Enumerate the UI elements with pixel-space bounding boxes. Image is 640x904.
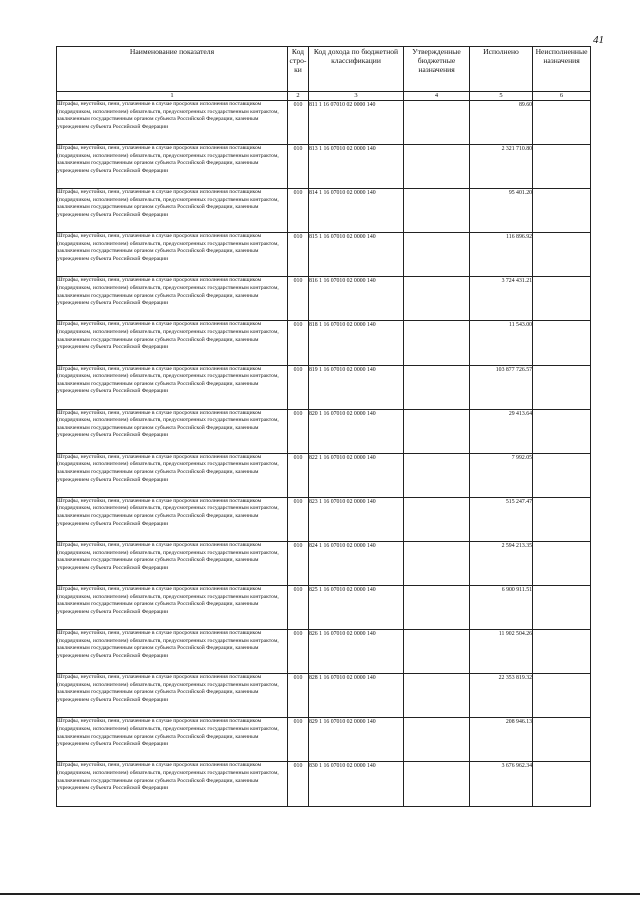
row-approved — [404, 277, 470, 321]
row-approved — [404, 497, 470, 541]
row-name: Штрафы, неустойки, пени, уплаченные в случае просрочки исполнения поставщиком (подрядчиком, исполнителем) обязательств, предусмотренных государственным контрактом, заключенным государственным органом субъекта Российской Федерации, казенным учреждением субъекта Российской Федерации — [57, 233, 288, 277]
row-executed: 7 992.05 — [470, 453, 533, 497]
row-approved — [404, 586, 470, 630]
row-income-code: 825 1 16 07010 02 0000 140 — [309, 586, 404, 630]
row-executed: 6 900 911.51 — [470, 586, 533, 630]
row-executed: 2 594 213.35 — [470, 541, 533, 585]
row-unexecuted — [533, 630, 591, 674]
row-executed: 208 946.13 — [470, 718, 533, 762]
row-income-code: 815 1 16 07010 02 0000 140 — [309, 233, 404, 277]
row-approved — [404, 321, 470, 365]
table-body — [57, 101, 591, 807]
row-unexecuted — [533, 233, 591, 277]
table-row — [57, 233, 591, 277]
row-name: Штрафы, неустойки, пени, уплаченные в случае просрочки исполнения поставщиком (подрядчиком, исполнителем) обязательств, предусмотренных государственным контрактом, заключенным государственным органом субъекта Российской Федерации, казенным учреждением субъекта Российской Федерации — [57, 674, 288, 718]
row-name: Штрафы, неустойки, пени, уплаченные в случае просрочки исполнения поставщиком (подрядчиком, исполнителем) обязательств, предусмотренных государственным контрактом, заключенным государственным органом субъекта Российской Федерации, казенным учреждением субъекта Российской Федерации — [57, 409, 288, 453]
table-row — [57, 277, 591, 321]
bottom-scan-edge — [0, 893, 640, 895]
table-row — [57, 497, 591, 541]
table-row — [57, 101, 591, 145]
row-approved — [404, 365, 470, 409]
row-approved — [404, 409, 470, 453]
row-approved — [404, 101, 470, 145]
row-line-code: 010 — [288, 277, 309, 321]
row-line-code: 010 — [288, 409, 309, 453]
row-line-code: 010 — [288, 718, 309, 762]
row-approved — [404, 674, 470, 718]
table-row — [57, 674, 591, 718]
row-name: Штрафы, неустойки, пени, уплаченные в случае просрочки исполнения поставщиком (подрядчиком, исполнителем) обязательств, предусмотренных государственным контрактом, заключенным государственным органом субъекта Российской Федерации, казенным учреждением субъекта Российской Федерации — [57, 189, 288, 233]
column-number: 1 — [57, 92, 288, 101]
header-unexecuted: Неисполненные назначения — [533, 47, 591, 92]
row-income-code: 830 1 16 07010 02 0000 140 — [309, 762, 404, 806]
table-row — [57, 541, 591, 585]
row-unexecuted — [533, 762, 591, 806]
header-name: Наименование показателя — [57, 47, 288, 92]
row-income-code: 820 1 16 07010 02 0000 140 — [309, 409, 404, 453]
page-number: 41 — [593, 34, 604, 46]
table-row — [57, 453, 591, 497]
row-approved — [404, 630, 470, 674]
table-row — [57, 586, 591, 630]
row-line-code: 010 — [288, 233, 309, 277]
row-income-code: 813 1 16 07010 02 0000 140 — [309, 145, 404, 189]
row-line-code: 010 — [288, 497, 309, 541]
row-executed: 22 353 819.32 — [470, 674, 533, 718]
column-number: 5 — [470, 92, 533, 101]
row-line-code: 010 — [288, 145, 309, 189]
row-executed: 95 401.20 — [470, 189, 533, 233]
column-number-row — [57, 92, 591, 101]
row-unexecuted — [533, 101, 591, 145]
row-executed: 3 676 962.34 — [470, 762, 533, 806]
row-line-code: 010 — [288, 453, 309, 497]
row-name: Штрафы, неустойки, пени, уплаченные в случае просрочки исполнения поставщиком (подрядчиком, исполнителем) обязательств, предусмотренных государственным контрактом, заключенным государственным органом субъекта Российской Федерации, казенным учреждением субъекта Российской Федерации — [57, 762, 288, 806]
row-approved — [404, 145, 470, 189]
row-name: Штрафы, неустойки, пени, уплаченные в случае просрочки исполнения поставщиком (подрядчиком, исполнителем) обязательств, предусмотренных государственным контрактом, заключенным государственным органом субъекта Российской Федерации, казенным учреждением субъекта Российской Федерации — [57, 453, 288, 497]
row-line-code: 010 — [288, 762, 309, 806]
column-number: 3 — [309, 92, 404, 101]
header-line-code: Код стро-ки — [288, 47, 309, 92]
row-executed: 11 902 504.26 — [470, 630, 533, 674]
row-line-code: 010 — [288, 365, 309, 409]
row-name: Штрафы, неустойки, пени, уплаченные в случае просрочки исполнения поставщиком (подрядчиком, исполнителем) обязательств, предусмотренных государственным контрактом, заключенным государственным органом субъекта Российской Федерации, казенным учреждением субъекта Российской Федерации — [57, 630, 288, 674]
row-approved — [404, 233, 470, 277]
row-executed: 103 877 726.57 — [470, 365, 533, 409]
header-income-code: Код дохода по бюджетной классификации — [309, 47, 404, 92]
row-unexecuted — [533, 321, 591, 365]
row-executed: 2 321 710.80 — [470, 145, 533, 189]
table-row — [57, 718, 591, 762]
row-unexecuted — [533, 674, 591, 718]
row-unexecuted — [533, 145, 591, 189]
row-line-code: 010 — [288, 674, 309, 718]
row-executed: 89.60 — [470, 101, 533, 145]
row-unexecuted — [533, 453, 591, 497]
row-income-code: 819 1 16 07010 02 0000 140 — [309, 365, 404, 409]
row-executed: 3 724 431.21 — [470, 277, 533, 321]
row-income-code: 823 1 16 07010 02 0000 140 — [309, 497, 404, 541]
column-number: 4 — [404, 92, 470, 101]
row-name: Штрафы, неустойки, пени, уплаченные в случае просрочки исполнения поставщиком (подрядчиком, исполнителем) обязательств, предусмотренных государственным контрактом, заключенным государственным органом субъекта Российской Федерации, казенным учреждением субъекта Российской Федерации — [57, 586, 288, 630]
header-executed: Исполнено — [470, 47, 533, 92]
table-row — [57, 189, 591, 233]
row-line-code: 010 — [288, 101, 309, 145]
row-line-code: 010 — [288, 586, 309, 630]
row-name: Штрафы, неустойки, пени, уплаченные в случае просрочки исполнения поставщиком (подрядчиком, исполнителем) обязательств, предусмотренных государственным контрактом, заключенным государственным органом субъекта Российской Федерации, казенным учреждением субъекта Российской Федерации — [57, 365, 288, 409]
header-approved: Утвержденные бюджетные назначения — [404, 47, 470, 92]
row-executed: 515 247.47 — [470, 497, 533, 541]
row-line-code: 010 — [288, 189, 309, 233]
table-row — [57, 321, 591, 365]
row-name: Штрафы, неустойки, пени, уплаченные в случае просрочки исполнения поставщиком (подрядчиком, исполнителем) обязательств, предусмотренных государственным контрактом, заключенным государственным органом субъекта Российской Федерации, казенным учреждением субъекта Российской Федерации — [57, 718, 288, 762]
row-income-code: 818 1 16 07010 02 0000 140 — [309, 321, 404, 365]
table-row — [57, 145, 591, 189]
row-name: Штрафы, неустойки, пени, уплаченные в случае просрочки исполнения поставщиком (подрядчиком, исполнителем) обязательств, предусмотренных государственным контрактом, заключенным государственным органом субъекта Российской Федерации, казенным учреждением субъекта Российской Федерации — [57, 497, 288, 541]
row-name: Штрафы, неустойки, пени, уплаченные в случае просрочки исполнения поставщиком (подрядчиком, исполнителем) обязательств, предусмотренных государственным контрактом, заключенным государственным органом субъекта Российской Федерации, казенным учреждением субъекта Российской Федерации — [57, 541, 288, 585]
row-unexecuted — [533, 497, 591, 541]
row-approved — [404, 762, 470, 806]
header-row — [57, 47, 591, 92]
row-income-code: 811 1 16 07010 02 0000 140 — [309, 101, 404, 145]
row-income-code: 822 1 16 07010 02 0000 140 — [309, 453, 404, 497]
report-table — [56, 46, 591, 807]
row-income-code: 829 1 16 07010 02 0000 140 — [309, 718, 404, 762]
row-income-code: 816 1 16 07010 02 0000 140 — [309, 277, 404, 321]
row-line-code: 010 — [288, 321, 309, 365]
row-approved — [404, 189, 470, 233]
row-executed: 116 896.92 — [470, 233, 533, 277]
row-unexecuted — [533, 277, 591, 321]
row-approved — [404, 541, 470, 585]
row-unexecuted — [533, 541, 591, 585]
row-name: Штрафы, неустойки, пени, уплаченные в случае просрочки исполнения поставщиком (подрядчиком, исполнителем) обязательств, предусмотренных государственным контрактом, заключенным государственным органом субъекта Российской Федерации, казенным учреждением субъекта Российской Федерации — [57, 277, 288, 321]
row-income-code: 814 1 16 07010 02 0000 140 — [309, 189, 404, 233]
row-unexecuted — [533, 718, 591, 762]
row-unexecuted — [533, 586, 591, 630]
row-unexecuted — [533, 189, 591, 233]
row-executed: 11 543.00 — [470, 321, 533, 365]
row-unexecuted — [533, 365, 591, 409]
row-income-code: 824 1 16 07010 02 0000 140 — [309, 541, 404, 585]
table-row — [57, 409, 591, 453]
row-line-code: 010 — [288, 541, 309, 585]
row-name: Штрафы, неустойки, пени, уплаченные в случае просрочки исполнения поставщиком (подрядчиком, исполнителем) обязательств, предусмотренных государственным контрактом, заключенным государственным органом субъекта Российской Федерации, казенным учреждением субъекта Российской Федерации — [57, 101, 288, 145]
row-name: Штрафы, неустойки, пени, уплаченные в случае просрочки исполнения поставщиком (подрядчиком, исполнителем) обязательств, предусмотренных государственным контрактом, заключенным государственным органом субъекта Российской Федерации, казенным учреждением субъекта Российской Федерации — [57, 321, 288, 365]
column-number: 2 — [288, 92, 309, 101]
row-income-code: 826 1 16 07010 02 0000 140 — [309, 630, 404, 674]
table-row — [57, 630, 591, 674]
row-name: Штрафы, неустойки, пени, уплаченные в случае просрочки исполнения поставщиком (подрядчиком, исполнителем) обязательств, предусмотренных государственным контрактом, заключенным государственным органом субъекта Российской Федерации, казенным учреждением субъекта Российской Федерации — [57, 145, 288, 189]
row-executed: 29 413.64 — [470, 409, 533, 453]
column-number: 6 — [533, 92, 591, 101]
row-approved — [404, 453, 470, 497]
row-approved — [404, 718, 470, 762]
row-income-code: 828 1 16 07010 02 0000 140 — [309, 674, 404, 718]
row-unexecuted — [533, 409, 591, 453]
table-row — [57, 365, 591, 409]
row-line-code: 010 — [288, 630, 309, 674]
table-row — [57, 762, 591, 806]
